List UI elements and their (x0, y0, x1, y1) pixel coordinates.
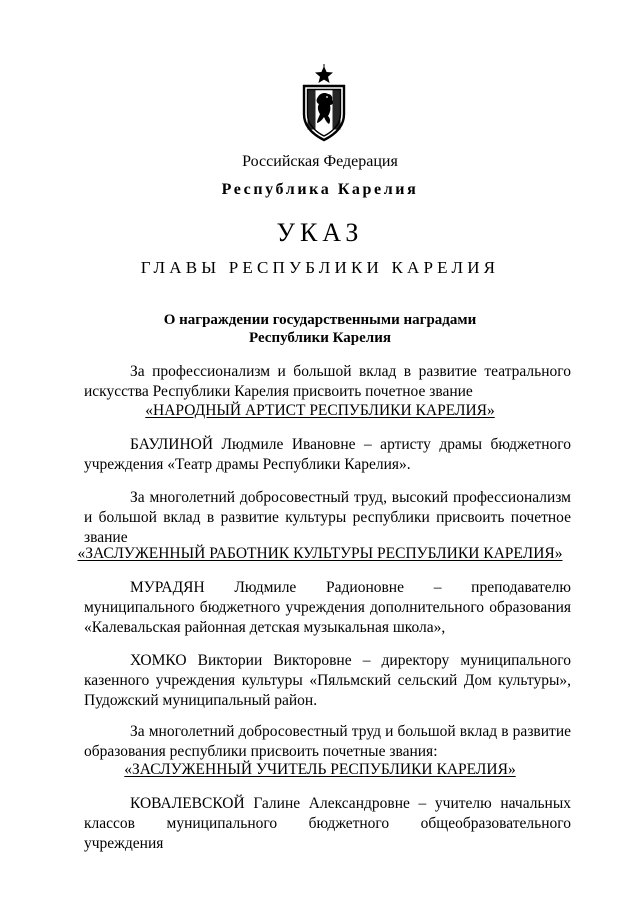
section-intro: За многолетний добросовестный труд и большой вклад в развитие образования республики присвоить почетные звания: (84, 723, 571, 760)
country-name: Российская Федерация (242, 153, 398, 170)
awardee-paragraph: ХОМКО Виктории Викторовне – директору муниципального казенного учреждения культуры «Пяльмский сельский Дом культуры», Пудожский муниципальный район. (84, 652, 571, 709)
award-title: «НАРОДНЫЙ АРТИСТ РЕСПУБЛИКИ КАРЕЛИЯ» (145, 402, 495, 419)
section-intro: За многолетний добросовестный труд, высокий профессионализм и большой вклад в развитие культуры республики присвоить почетное звание (84, 489, 571, 546)
awardee-paragraph: КОВАЛЕВСКОЙ Галине Александровне – учителю начальных классов муниципального бюджетного общеобразовательного учреждения (84, 795, 571, 852)
document-type: УКАЗ (276, 218, 364, 247)
award-title: «ЗАСЛУЖЕННЫЙ УЧИТЕЛЬ РЕСПУБЛИКИ КАРЕЛИЯ» (124, 761, 516, 778)
republic-name: Республика Карелия (221, 181, 419, 198)
issuer-title: ГЛАВЫ РЕСПУБЛИКИ КАРЕЛИЯ (140, 258, 500, 277)
subject-line-1: О награждении государственными наградами (163, 312, 477, 328)
award-title: «ЗАСЛУЖЕННЫЙ РАБОТНИК КУЛЬТУРЫ РЕСПУБЛИКИ КАРЕЛИЯ» (77, 545, 563, 562)
decree-subject (0, 311, 640, 347)
awardee-paragraph: МУРАДЯН Людмиле Радионовне – преподавателю муниципального бюджетного учреждения дополнительного образования «Калевальская районная детская музыкальная школа», (84, 579, 571, 636)
karelia-coat-of-arms-icon (298, 64, 350, 142)
section-intro: За профессионализм и большой вклад в развитие театрального искусства Республики Карелия присвоить почетное звание (84, 363, 571, 400)
awardee-paragraph: БАУЛИНОЙ Людмиле Ивановне – артисту драмы бюджетного учреждения «Театр драмы Республики Карелия». (84, 436, 571, 473)
subject-line-2: Республики Карелия (249, 330, 391, 346)
